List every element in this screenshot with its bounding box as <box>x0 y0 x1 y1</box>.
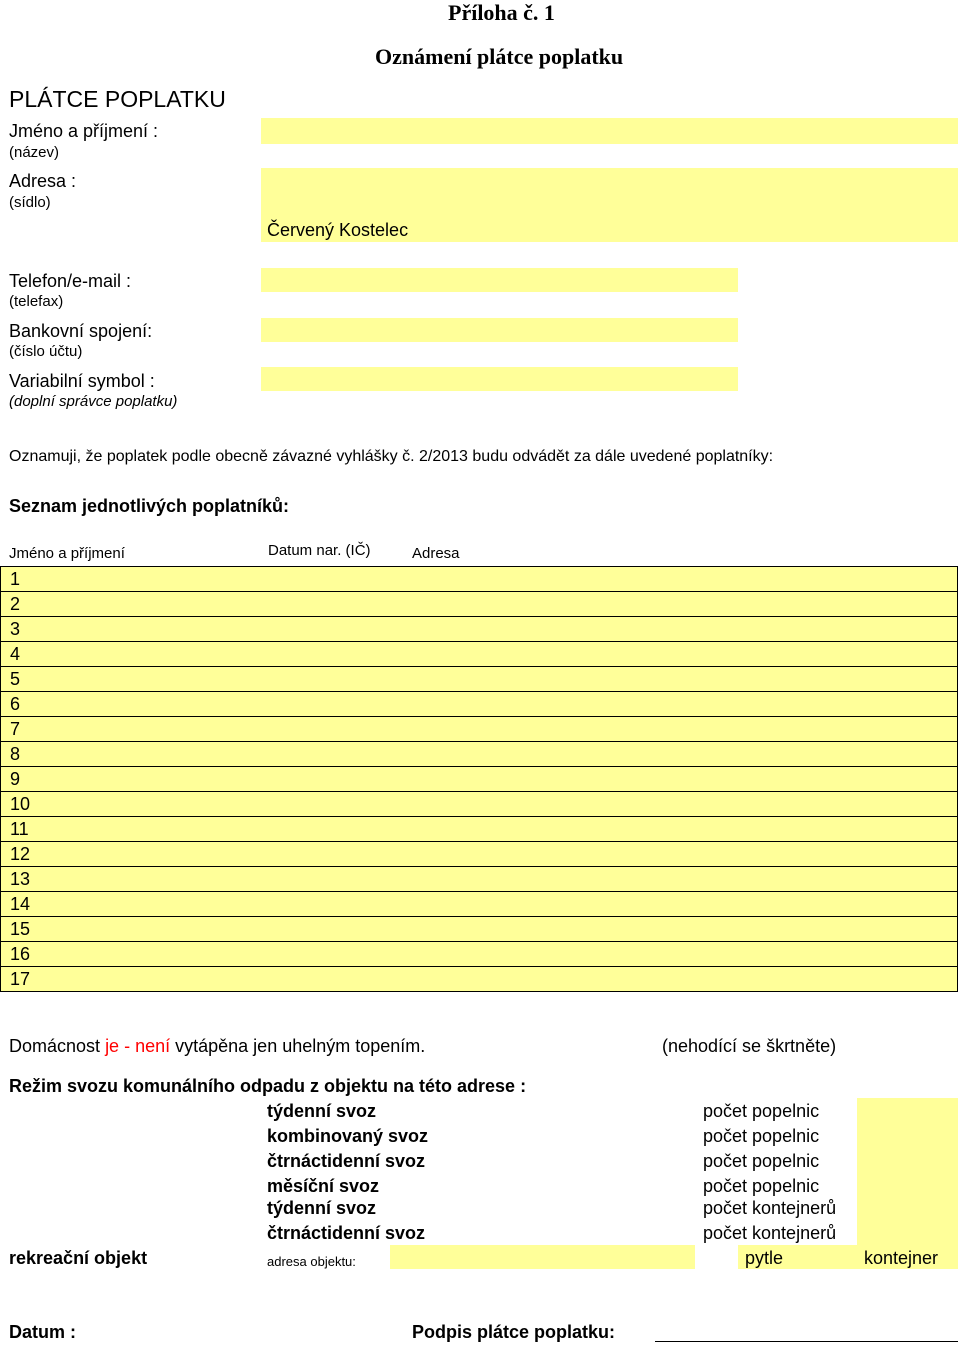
col-address-header: Adresa <box>412 545 460 562</box>
notice-text: Oznamuji, že poplatek podle obecně závazné vyhlášky č. 2/2013 budu odvádět za dále uvedené poplatníky: <box>9 448 774 465</box>
annex-label: Příloha č. 1 <box>448 0 555 25</box>
waste-mode-label: kombinovaný svoz <box>267 1126 429 1146</box>
vs-label: Variabilní symbol : <box>9 371 155 391</box>
list-row[interactable] <box>1 842 958 867</box>
row-number: 11 <box>1 817 958 842</box>
list-row[interactable] <box>1 642 958 667</box>
waste-mode-label: týdenní svoz <box>267 1101 377 1121</box>
vs-field[interactable] <box>261 367 738 391</box>
row-number: 5 <box>1 667 958 692</box>
bank-sublabel: (číslo účtu) <box>9 343 83 360</box>
list-row[interactable] <box>1 742 958 767</box>
taxpayer-list <box>0 566 958 992</box>
bags-label: pytle <box>745 1248 784 1268</box>
object-address-field[interactable] <box>390 1245 695 1269</box>
waste-count-label: počet kontejnerů <box>703 1198 837 1218</box>
row-number: 10 <box>1 792 958 817</box>
list-row[interactable] <box>1 667 958 692</box>
list-row[interactable] <box>1 867 958 892</box>
list-row[interactable] <box>1 942 958 967</box>
list-row[interactable] <box>1 792 958 817</box>
list-row[interactable] <box>1 617 958 642</box>
row-number: 16 <box>1 942 958 967</box>
list-heading: Seznam jednotlivých poplatníků: <box>9 496 290 516</box>
waste-mode-label: měsíční svoz <box>267 1176 380 1196</box>
row-number: 3 <box>1 617 958 642</box>
waste-count-label: počet kontejnerů <box>703 1223 837 1243</box>
phone-label: Telefon/e-mail : <box>9 271 132 291</box>
object-address-label: adresa objektu: <box>267 1254 356 1269</box>
name-label: Jméno a příjmení : <box>9 121 159 141</box>
list-row[interactable] <box>1 892 958 917</box>
col-birth-header: Datum nar. (IČ) <box>268 542 371 559</box>
form-title: Oznámení plátce poplatku <box>375 44 624 69</box>
waste-mode-label: čtrnáctidenní svoz <box>267 1151 426 1171</box>
row-number: 1 <box>1 567 958 592</box>
date-label: Datum : <box>9 1322 76 1342</box>
bank-label: Bankovní spojení: <box>9 321 153 341</box>
name-field[interactable] <box>261 118 958 144</box>
row-number: 9 <box>1 767 958 792</box>
vs-sublabel: (doplní správce poplatku) <box>9 393 178 410</box>
list-row[interactable] <box>1 767 958 792</box>
phone-sublabel: (telefax) <box>9 293 64 310</box>
heating-statement <box>9 1036 425 1057</box>
address-value: Červený Kostelec <box>267 220 409 240</box>
col-name-header: Jméno a příjmení <box>9 545 125 562</box>
row-number: 14 <box>1 892 958 917</box>
address-sublabel: (sídlo) <box>9 194 51 211</box>
row-number: 4 <box>1 642 958 667</box>
waste-heading: Režim svozu komunálního odpadu z objektu na této adrese : <box>9 1076 527 1096</box>
container-label: kontejner <box>864 1248 939 1268</box>
row-number: 12 <box>1 842 958 867</box>
waste-mode-label: čtrnáctidenní svoz <box>267 1223 426 1243</box>
waste-count-label: počet popelnic <box>703 1176 820 1196</box>
payer-heading: PLÁTCE POPLATKU <box>9 86 226 112</box>
row-number: 15 <box>1 917 958 942</box>
list-row[interactable] <box>1 717 958 742</box>
phone-field[interactable] <box>261 268 738 292</box>
list-row[interactable] <box>1 592 958 617</box>
waste-count-label: počet popelnic <box>703 1151 820 1171</box>
bank-field[interactable] <box>261 318 738 342</box>
list-row[interactable] <box>1 917 958 942</box>
waste-count-label: počet popelnic <box>703 1126 820 1146</box>
list-row[interactable] <box>1 817 958 842</box>
address-label: Adresa : <box>9 171 77 191</box>
row-number: 6 <box>1 692 958 717</box>
row-number: 17 <box>1 967 958 992</box>
row-number: 8 <box>1 742 958 767</box>
heating-prefix: Domácnost <box>9 1036 101 1056</box>
heating-suffix: vytápěna jen uhelným topením. <box>175 1036 426 1056</box>
list-row[interactable] <box>1 567 958 592</box>
waste-count-label: počet popelnic <box>703 1101 820 1121</box>
row-number: 2 <box>1 592 958 617</box>
recreational-label: rekreační objekt <box>9 1248 148 1268</box>
signature-line[interactable] <box>655 1341 958 1342</box>
row-number: 7 <box>1 717 958 742</box>
signature-label: Podpis plátce poplatku: <box>412 1322 616 1342</box>
count-field-column[interactable] <box>857 1098 958 1245</box>
list-row[interactable] <box>1 692 958 717</box>
heating-note: (nehodící se škrtněte) <box>662 1036 837 1056</box>
list-row[interactable] <box>1 967 958 992</box>
waste-mode-label: týdenní svoz <box>267 1198 377 1218</box>
name-sublabel: (název) <box>9 144 60 161</box>
row-number: 13 <box>1 867 958 892</box>
heating-options[interactable]: je - není <box>105 1036 171 1056</box>
